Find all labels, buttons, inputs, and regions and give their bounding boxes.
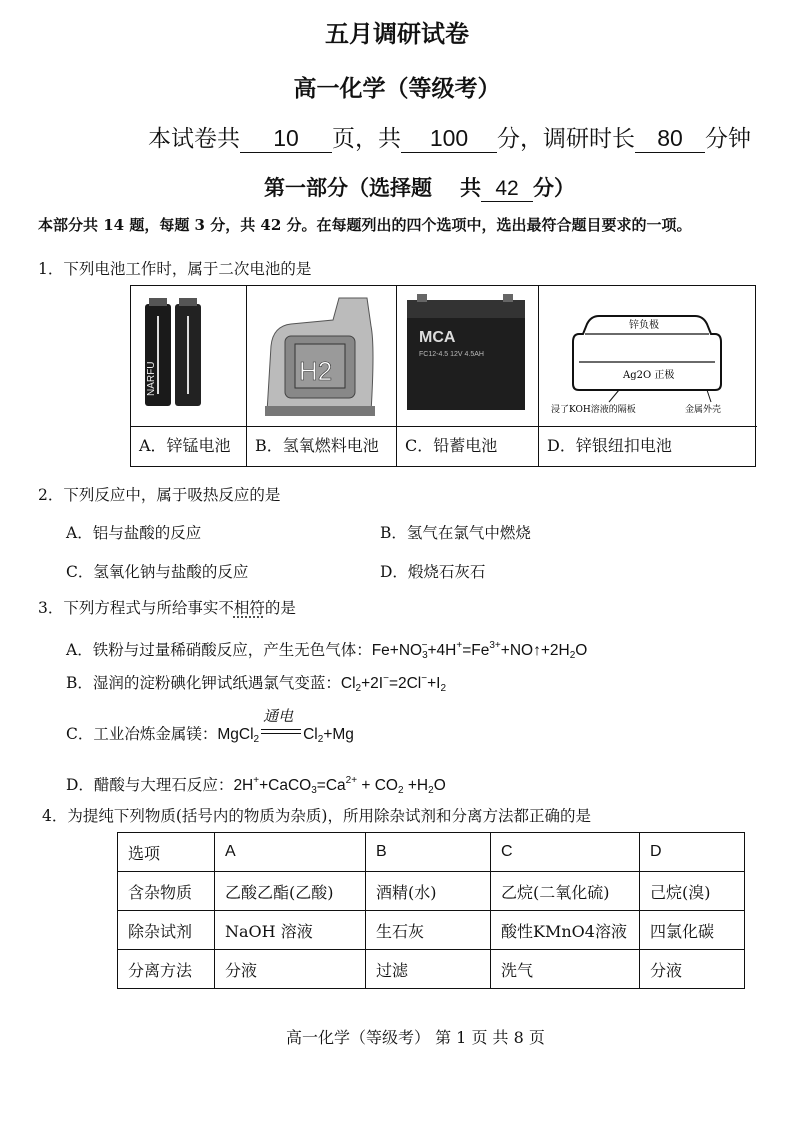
battery-cell-a: [131, 286, 247, 466]
q2-stem: 2．下列反应中，属于吸热反应的是: [38, 486, 281, 504]
table-row: [118, 833, 745, 872]
table-cell: 洗气: [491, 950, 640, 989]
battery-cell-d: [539, 286, 757, 466]
lead-acid-battery-image: [397, 286, 538, 427]
zinc-silver-button-cell-diagram: [539, 286, 757, 427]
q3-stem: [38, 596, 296, 618]
zinc-manganese-battery-image: [131, 286, 246, 427]
q1-option-b[interactable]: B．氢氧燃料电池: [255, 436, 379, 455]
battery-cell-c: [397, 286, 539, 466]
table-cell: 含杂物质: [118, 872, 215, 911]
exam-title: 五月调研试卷: [325, 19, 469, 48]
exam-subtitle: 高一化学（等级考）: [293, 75, 501, 102]
table-cell: 四氯化碳: [640, 911, 745, 950]
battery-b-label: H2: [299, 356, 333, 386]
q3-stem-emphasis: 相符: [233, 599, 265, 617]
page-count: 10: [240, 125, 332, 153]
part1-heading-prefix: 第一部分（选择题: [264, 175, 432, 200]
hydrogen-fuel-cell-image: [247, 286, 396, 427]
info-pages-unit: 页，共: [332, 126, 401, 152]
q3-option-c-text: C．工业冶炼金属镁：: [66, 725, 218, 743]
battery-a-brand: NARFU: [146, 361, 157, 396]
table-cell: C: [491, 833, 640, 872]
table-cell: 乙烷(二氧化硫): [491, 872, 640, 911]
q3-option-a-text: A．铁粉与过量稀硝酸反应，产生无色气体：: [66, 641, 372, 659]
table-cell: 酸性KMnO4溶液: [491, 911, 640, 950]
q3-stem-part3: 的是: [264, 599, 296, 617]
info-minutes-unit: 分钟: [705, 126, 751, 152]
part1-heading: [264, 172, 575, 202]
q3-option-a-equation: $Fe+NO_3^-+4H^+=Fe^{3+}+NO↑+2H_2O$: [371, 640, 588, 661]
page-footer: 高一化学（等级考） 第 1 页 共 8 页: [286, 1028, 545, 1047]
table-cell: 除杂试剂: [118, 911, 215, 950]
info-prefix: 本试卷共: [148, 126, 240, 152]
total-score: 100: [401, 125, 497, 153]
table-cell: 己烷(溴): [640, 872, 745, 911]
q3-option-d-text: D．醋酸与大理石反应：: [66, 776, 234, 794]
q3-option-b-text: B．湿润的淀粉碘化钾试纸遇氯气变蓝：: [66, 674, 341, 692]
q2-option-b[interactable]: B．氢气在氯气中燃烧: [380, 524, 531, 542]
q1-option-c[interactable]: C．铅蓄电池: [405, 436, 498, 455]
table-cell: 分液: [215, 950, 366, 989]
table-cell: 酒精(水): [366, 872, 491, 911]
table-row: [118, 911, 745, 950]
table-cell: 过滤: [366, 950, 491, 989]
table-row: [118, 872, 745, 911]
diagram-label-separator: 浸了KOH溶液的隔板: [551, 405, 636, 415]
electrolysis-condition: 通电: [263, 707, 294, 725]
table-row: [118, 950, 745, 989]
part1-total: 42: [481, 177, 533, 202]
q3-option-c[interactable]: [66, 707, 354, 745]
battery-c-model: FC12-4.5 12V 4.5AH: [419, 351, 484, 358]
q3-option-b[interactable]: [66, 671, 446, 694]
part1-heading-total-prefix: 共: [460, 175, 481, 200]
q3-option-b-equation: $Cl_2+2I^-=2Cl^-+I_2$: [340, 673, 447, 694]
q1-stem: 1．下列电池工作时，属于二次电池的是: [38, 260, 312, 278]
table-cell: 生石灰: [366, 911, 491, 950]
q2-option-d[interactable]: D．煅烧石灰石: [380, 563, 486, 581]
exam-duration: 80: [635, 125, 705, 153]
table-cell: 分离方法: [118, 950, 215, 989]
part1-heading-suffix: 分）: [533, 175, 575, 200]
table-cell: B: [366, 833, 491, 872]
q1-option-d[interactable]: D．锌银纽扣电池: [547, 436, 672, 455]
table-cell: NaOH 溶液: [215, 911, 366, 950]
table-cell: 分液: [640, 950, 745, 989]
q3-option-c-equation: MgCl$_2$ 通电 $Cl_2+Mg$: [217, 707, 354, 745]
table-cell: 选项: [118, 833, 215, 872]
table-cell: A: [215, 833, 366, 872]
q2-option-c[interactable]: C．氢氧化钠与盐酸的反应: [66, 563, 249, 581]
q1-option-a[interactable]: A．锌锰电池: [139, 436, 231, 455]
table-cell: D: [640, 833, 745, 872]
purification-table: [117, 832, 745, 989]
diagram-label-anode: 锌负极: [629, 320, 659, 331]
battery-table: [130, 285, 756, 467]
exam-info-line: [148, 120, 751, 153]
info-score-unit: 分，调研时长: [497, 126, 635, 152]
part1-intro: 本部分共 14 题，每题 3 分，共 42 分。在每题列出的四个选项中，选出最符合题目要求的一项。: [38, 216, 692, 234]
battery-c-brand: MCA: [419, 329, 456, 346]
diagram-label-cathode: Ag2O 正极: [623, 370, 675, 381]
diagram-label-shell: 金属外壳: [685, 405, 722, 415]
q3-stem-part1: 3．下列方程式与所给事实不: [38, 599, 234, 617]
table-cell: 乙酸乙酯(乙酸): [215, 872, 366, 911]
q2-option-a[interactable]: A．铝与盐酸的反应: [66, 524, 202, 542]
q3-option-d[interactable]: [66, 773, 446, 796]
q3-option-a[interactable]: [66, 638, 587, 661]
battery-cell-b: [247, 286, 397, 466]
q3-option-d-equation: $2H^++CaCO_3=Ca^{2+} + CO_2 +H_2O$: [233, 775, 446, 796]
q4-stem: 4．为提纯下列物质(括号内的物质为杂质)，所用除杂试剂和分离方法都正确的是: [42, 807, 591, 825]
